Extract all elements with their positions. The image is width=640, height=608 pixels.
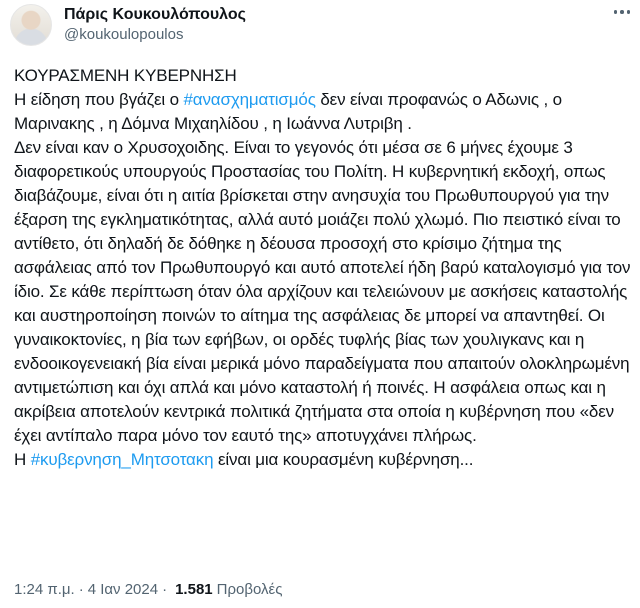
tweet-last-line — [14, 448, 632, 472]
last-prefix: Η — [14, 450, 31, 469]
line1-prefix: Η είδηση που βγάζει ο — [14, 90, 184, 109]
last-suffix: είναι μια κουρασμένη κυβέρνηση... — [213, 450, 474, 469]
more-dot — [614, 10, 618, 14]
line1-suffix: δεν είναι προφανώς ο Αδωνις , ο Μαρινακης , η Δόμνα Μιχαηλίδου , η Ιωάννα Λυτριβη . — [14, 90, 562, 133]
avatar[interactable] — [10, 4, 52, 46]
more-dot — [627, 10, 631, 14]
more-dot — [620, 10, 624, 14]
author-block — [64, 5, 246, 45]
views-label[interactable]: Προβολές — [216, 581, 283, 598]
tweet-line-1 — [14, 88, 632, 136]
hashtag-link[interactable]: #κυβερνηση_Μητσοτακη — [30, 450, 214, 469]
tweet-paragraph: Δεν είναι καν ο Χρυσοχοιδης. Είναι το γεγονός ότι μέσα σε 6 μήνες έχουμε 3 διαφορετικούς υπουργούς Προστασίας του Πολίτη. Η κυβερνητική εκδοχή, οπως διαβάζουμε, είναι ότι η αιτία βρίσκεται στην ανησυχία του Πρωθυπουργού για την έξαρση της εγκληματικότητας, αλλά αυτό μοιάζει πολύ χλωμό. Πιο πειστικό είναι το αντίθετο, ότι δηλαδή δε δόθηκε η δέουσα προσοχή στο κρίσιμο ζήτημα της ασφάλειας από τον Πρωθυπουργό και αυτό αποτελεί ήδη βαρύ καταλογισμό για τον ίδιο. Σε κάθε περίπτωση όταν όλα αρχίζουν και τελειώνουν με ασκήσεις καταστολής και αυστηροποίηση ποινών το αίτημα της ασφάλειας δε μπορεί να απαντηθεί. Οι γυναικοκτονίες, η βία των εφήβων, οι ορδές τυφλής βίας των χουλιγκανς και η ενδοοικογενειακή βία είναι μερικά μόνο παραδείγματα που απαιτούν ολοκληρωμένη αντιμετώπιση και όχι απλά και μόνο καταστολή ή ποινές. Η ασφάλεια οπως και η ακρίβεια αποτελούν κεντρικά πολιτικά ζητήματα στα οποία η κυβέρνηση που «δεν έχει αντίπαλο παρα μόνο τον εαυτό της» αποτυγχάνει πλήρως. — [14, 138, 631, 445]
tweet-date[interactable]: 4 Ιαν 2024 — [87, 581, 159, 598]
more-options-icon[interactable] — [614, 10, 631, 14]
tweet-header — [10, 4, 246, 46]
views-count[interactable]: 1.581 — [175, 581, 213, 598]
tweet-meta — [14, 580, 282, 600]
author-name[interactable]: Πάρις Κουκουλόπουλος — [64, 6, 246, 23]
tweet-headline: ΚΟΥΡΑΣΜΕΝΗ ΚΥΒΕΡΝΗΣΗ — [14, 66, 237, 85]
tweet-text — [14, 64, 632, 472]
meta-separator: · — [162, 581, 168, 598]
author-handle[interactable]: @koukoulopoulos — [64, 26, 184, 43]
tweet-time[interactable]: 1:24 π.μ. — [14, 581, 75, 598]
hashtag-link[interactable]: #ανασχηματισμός — [183, 90, 316, 109]
meta-separator: · — [78, 581, 84, 598]
